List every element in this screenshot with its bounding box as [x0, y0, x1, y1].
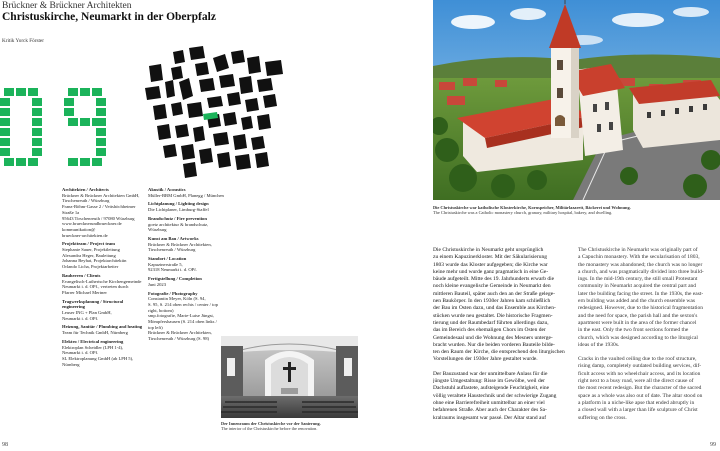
credit-line: Orlando Licha, Projektarbeiter	[62, 264, 119, 270]
aerial-caption	[433, 205, 720, 216]
credit-block	[148, 256, 230, 273]
body-text-english	[578, 247, 718, 429]
email-link[interactable]: kommunikation@	[62, 226, 96, 232]
credit-line: Neumarkt i. d. OPf.	[62, 350, 99, 356]
project-number-graphic	[0, 88, 122, 166]
credit-line: Evangelisch-Lutherische Kirchengemeinde	[62, 278, 142, 284]
credit-block	[62, 299, 144, 322]
credit-block	[148, 216, 230, 233]
credit-line: Straße 1a	[62, 209, 80, 215]
text-line: church, which was designed according to the liturgical	[578, 334, 698, 341]
text-line: das im Bereich des ehemaligen Chors im Osten der	[433, 327, 546, 334]
credit-label: Akustik / Acoustics	[148, 187, 186, 192]
body-text-german	[433, 247, 571, 429]
paragraph	[433, 247, 571, 364]
critic-line: Kritik Yorck Förster	[2, 38, 44, 44]
credit-label: Lichtplanung / Lighting design	[148, 201, 209, 207]
text-line: and the need for space, the parish hall and the sexton's	[578, 312, 698, 319]
credit-line: Tirschenreuth / Würzburg	[62, 198, 110, 204]
text-line: the monastery was abandoned; the church was no longer	[578, 261, 703, 268]
text-line: Gemeindesaal und die Wohnung des Mesners unterge-	[433, 334, 553, 341]
text-line: Vorstellungen der 1930er Jahre gestaltet wurde.	[433, 356, 538, 363]
credit-block	[62, 324, 144, 335]
text-line: bracht wurden. Nur die beiden vorderen Bauteile bilde-	[433, 341, 555, 348]
credit-line: smp.fotografie, Marie-Luise Jüngst,	[148, 313, 214, 319]
text-line: later the building facing the street. In the 1930s, the east-	[578, 290, 704, 297]
credit-line: top left)	[148, 324, 163, 330]
credit-line: SL Elektroplanung GmbH (ab LPH 5),	[62, 355, 134, 361]
credit-line: Brückner & Brückner Architekten,	[148, 241, 212, 247]
credit-line: Juni 2023	[148, 281, 166, 287]
caption-en: The Christuskirche was a Catholic monastery church, granary, military hospital, bakery, and dwelling.	[433, 210, 613, 216]
credit-line: 95643 Tirschenreuth / 97080 Würzburg	[62, 215, 135, 221]
text-line: ern building was added and the church ensemble was	[578, 298, 695, 305]
credit-label: Architekten / Architects	[62, 187, 109, 192]
credit-line: Die Lichtplaner, Limburg-Staffel	[148, 207, 209, 213]
text-line: stücken wurde neu gestaltet. Die historische Fragmen-	[433, 312, 553, 319]
page-title: Christuskirche, Neumarkt in der Oberpfalz	[2, 11, 216, 23]
website-link[interactable]: www.bruecknerundbrueckner.de	[62, 221, 122, 227]
credit-block	[62, 339, 144, 368]
credits-column-left	[62, 187, 144, 370]
text-line: suffering on the cross.	[578, 414, 627, 421]
credit-line: goetz architektur & brandschutz,	[148, 221, 209, 227]
text-line: tierung und der Raumbedarf führten allerdings dazu,	[433, 319, 549, 326]
caption-de: Der Innenraum der Christuskirche vor der Sanierung.	[221, 421, 321, 426]
text-line: a church, and was pragmatically divided into three build-	[578, 268, 704, 275]
credit-block	[148, 276, 230, 287]
credits-column-right	[148, 187, 230, 345]
credit-line: Team für Technik GmbH, Nürnberg	[62, 330, 128, 336]
credit-label: Fertigstellung / Completion	[148, 276, 202, 282]
credit-line: Brückner & Brückner Architekten,	[148, 330, 212, 336]
caption-en: The interior of the Christuskirche before the renovation.	[221, 426, 318, 432]
text-line: mittleren Bauteil, später auch den an der Straße gelege-	[433, 290, 556, 297]
page-number-left: 98	[2, 442, 8, 448]
text-line: zu einem Kapuzinerkloster. Mit der Säkularisierung	[433, 254, 547, 261]
interior-caption	[221, 421, 361, 431]
architect-name: Brückner & Brückner Architekten	[2, 1, 132, 11]
text-line: ings. In the mid-19th century, the still small Protestant	[578, 276, 698, 283]
text-line: 1803 wurde das Kloster aufgegeben; die Kirche war	[433, 261, 548, 268]
interior-photo	[221, 336, 358, 418]
text-line: a closed wall with a larger than life sculpture of Christ	[578, 407, 698, 414]
credit-label: Projektteam / Project team	[62, 241, 116, 247]
text-line: keine mehr und wurde ganz pragmatisch in eine Ge-	[433, 268, 549, 275]
text-line: community in Neumarkt acquired the central part and	[578, 283, 697, 290]
credit-block	[148, 236, 230, 253]
credit-line: Kapuzinerstraße 5,	[148, 261, 183, 267]
credit-line: Tirschenreuth / Würzburg (S. 98)	[148, 336, 210, 342]
text-line: ideas of the 1930s.	[578, 341, 620, 348]
credit-label: Kunst am Bau / Artworks	[148, 235, 199, 241]
credit-line: Nürnberg	[62, 361, 80, 367]
text-line: ten den Raum der Kirche, die entsprechend den liturgischen	[433, 349, 565, 356]
credit-line: 92318 Neumarkt i. d. OPf.	[148, 267, 197, 273]
text-line: nen Baukörper. In den 1930er Jahren kam schließlich	[433, 298, 551, 305]
text-line: bäude aufgeteilt. Mitte des 19. Jahrhunderts erwarb die	[433, 276, 555, 283]
text-line: ohne eine Barrierefreiheit unmittelbar an einer viel	[433, 399, 545, 406]
paragraph	[433, 371, 571, 422]
credit-label: Tragwerksplanung / Structural engineering	[62, 298, 124, 310]
paragraph	[578, 247, 718, 349]
text-line: jüngste Umgestaltung: Risse im Gewölbe, weil der	[433, 378, 545, 385]
credit-line: Elektroplan Scheidler (LPH 1-4),	[62, 344, 124, 350]
credit-line: Tirschenreuth / Würzburg	[148, 247, 196, 253]
text-line: space as a whole was also out of date. The altar stood on	[578, 392, 703, 399]
text-line: redesigned. However, due to the historical fragmentation	[578, 305, 704, 312]
credit-line: right, bottom)	[148, 307, 174, 313]
text-line: völlig veraltete Haustechnik und der schwierige Zugang	[433, 392, 557, 399]
text-line: kralraums insgesamt war passé. Der Altar stand auf	[433, 414, 547, 421]
credit-block	[62, 187, 144, 238]
site-plan	[143, 44, 291, 180]
credit-block	[62, 273, 144, 296]
credit-line: Pfarrer Michael Mertner	[62, 289, 107, 295]
aerial-photo	[433, 0, 720, 200]
credit-line: Neumarkt i. d. OPf.	[62, 315, 99, 321]
text-line: der Bau im Osten dazu, und das Ensemble aus Kirchen-	[433, 305, 556, 312]
email-link[interactable]: brueckner-architekten.de	[62, 232, 108, 238]
text-line: Cracks in the vaulted ceiling due to the roof structure,	[578, 356, 697, 363]
credit-block	[148, 187, 230, 198]
text-line: a platform in a niche-like apse that ended abruptly in	[578, 399, 695, 406]
credit-label: Elektro / Electrical engineering	[62, 338, 124, 344]
text-line: apartment were built in the area of the former chancel	[578, 319, 697, 326]
credit-label: Brandschutz / Fire prevention	[148, 215, 207, 221]
text-line: ficult access with no wheelchair access, and its location	[578, 370, 701, 377]
credit-block	[148, 291, 230, 342]
credit-line: Alexandra Heger, Bauleitung	[62, 252, 116, 258]
credit-line: S. 95, S. 214 oben rechts / center / top	[148, 301, 218, 307]
credit-block	[62, 241, 144, 270]
text-line: befahrenen Straße. Aber auch der Charakter des Sa-	[433, 407, 547, 414]
text-line: in the east. Only the two front sections formed the	[578, 327, 689, 334]
credit-line: Müller-BBM GmbH, Planegg / München	[148, 192, 224, 198]
credit-line: Constantin Meyer, Köln (S. 94,	[148, 296, 206, 302]
text-line: noch kleine evangelische Gemeinde in Neumarkt den	[433, 283, 551, 290]
credit-line: Franz-Böhm-Gasse 2 / Veitshöchheimer	[62, 204, 136, 210]
credit-block	[148, 201, 230, 212]
credit-line: Neumarkt i. d. OPf., vertreten durch	[62, 284, 129, 290]
text-line: The Christuskirche in Neumarkt was originally part of	[578, 247, 698, 253]
credit-line: Johanna Beyhat, Projektarchitektin	[62, 258, 127, 264]
credit-label: Standort / Location	[148, 256, 187, 262]
text-line: the most recent redesign. But the character of the sacred	[578, 385, 702, 392]
page-number-right: 99	[710, 442, 716, 448]
text-line: Die Christuskirche in Neumarkt geht ursprünglich	[433, 247, 544, 253]
text-line: Der Bauzustand war der unmittelbare Anlass für die	[433, 370, 548, 377]
credit-label: Fotografie / Photography	[148, 290, 198, 296]
text-line: Dachstuhl auflastete, aufsteigende Feuchtigkeit, eine	[433, 385, 550, 392]
paragraph	[578, 356, 718, 422]
credit-line: Mömpfershausen (S. 214 oben links /	[148, 319, 217, 325]
caption-de: Die Christuskirche war katholische Klosterkirche, Kornspeicher, Militärlazarett, Bäckerei und Wohnung.	[433, 205, 631, 210]
credit-label: Bauherren / Clients	[62, 272, 101, 278]
text-line: a Capuchin monastery. With the secularisation of 1803,	[578, 254, 700, 261]
credit-line: Stephanie Sauer, Projektleitung	[62, 247, 120, 253]
credit-line: Leuser ING + Plan GmbH,	[62, 310, 112, 316]
credit-line: Brückner & Brückner Architekten GmbH,	[62, 192, 140, 198]
text-line: right next to a busy road, were all the direct cause of	[578, 378, 694, 385]
credit-line: Würzburg	[148, 227, 167, 233]
credit-label: Heizung, Sanitär / Plumbing and heating	[62, 324, 143, 330]
text-line: rising damp, completely outdated building services, dif-	[578, 363, 702, 370]
